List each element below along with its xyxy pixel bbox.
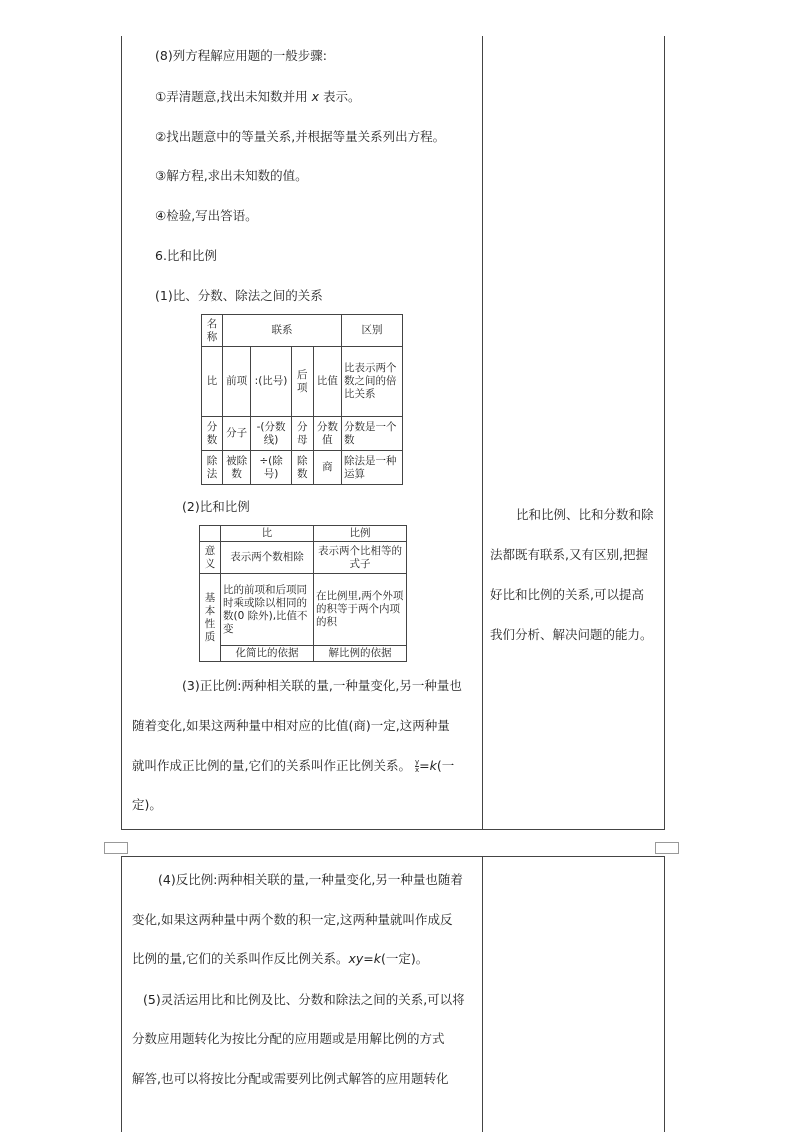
row-label-meaning: 意义 (200, 542, 221, 574)
cell: 化简比的依据 (221, 646, 314, 662)
sub-3-line-1: (3)正比例:两种相关联的量,一种量变化,另一种量也 (182, 678, 462, 693)
side-note-line-2: 法都既有联系,又有区别,把握 (490, 547, 648, 562)
step-2: ②找出题意中的等量关系,并根据等量关系列出方程。 (155, 129, 446, 144)
th-name: 名称 (202, 315, 223, 347)
step-3: ③解方程,求出未知数的值。 (155, 168, 308, 183)
sub-4-line-2: 变化,如果这两种量中两个数的积一定,这两种量就叫作成反 (132, 912, 453, 927)
section-6-heading: 6.比和比例 (155, 248, 217, 263)
cell: 商 (313, 451, 341, 485)
step-4: ④检验,写出答语。 (155, 208, 258, 223)
cell: 除数 (291, 451, 313, 485)
cell: 除法 (202, 451, 223, 485)
sub-1-heading: (1)比、分数、除法之间的关系 (155, 288, 323, 303)
th-diff: 区别 (342, 315, 403, 347)
sub-4-line-1: (4)反比例:两种相关联的量,一种量变化,另一种量也随着 (158, 872, 463, 887)
sub-4-line-3: 比例的量,它们的关系叫作反比例关系。xy=k(一定)。 (132, 951, 429, 966)
th-bi: 比 (221, 526, 314, 542)
cell: 分数 (202, 417, 223, 451)
column-divider (482, 36, 483, 830)
cell: 比 (202, 347, 223, 417)
cell: 分数值 (313, 417, 341, 451)
cell: 分子 (223, 417, 251, 451)
step-1: ①弄清题意,找出未知数并用 x 表示。 (155, 89, 361, 104)
sub-3-line-4: 定)。 (132, 797, 162, 812)
cell: 除法是一种运算 (342, 451, 403, 485)
sub-3-line-3: 就叫作成正比例的量,它们的关系叫作正比例关系。 $\frac{y}{x}$ =k(一 (132, 758, 455, 774)
cell: ÷(除号) (251, 451, 292, 485)
row-label-property: 基本性质 (200, 574, 221, 662)
column-divider (482, 856, 483, 1132)
ratio-table (199, 525, 407, 662)
cell: :(比号) (251, 347, 292, 417)
cell: 被除数 (223, 451, 251, 485)
th-link: 联系 (223, 315, 342, 347)
cell: 在比例里,两个外项的积等于两个内项的积 (314, 574, 407, 646)
relation-table (201, 314, 403, 485)
cell: 比表示两个数之间的倍比关系 (342, 347, 403, 417)
fraction-y-over-x: $\frac{y}{x}$ (414, 758, 420, 774)
cell: 分母 (291, 417, 313, 451)
cell: 表示两个比相等的式子 (314, 542, 407, 574)
sub-5-line-3: 解答,也可以将按比分配或需要列比例式解答的应用题转化 (132, 1071, 449, 1086)
cell-empty (200, 526, 221, 542)
page-break (100, 842, 680, 856)
sub-3-line-2: 随着变化,如果这两种量中相对应的比值(商)一定,这两种量 (132, 718, 450, 733)
sub-5-line-1: (5)灵活运用比和比例及比、分数和除法之间的关系,可以将 (143, 992, 465, 1007)
sub-5-line-2: 分数应用题转化为按比分配的应用题或是用解比例的方式 (132, 1031, 445, 1046)
cell: 比值 (313, 347, 341, 417)
cell: 分数是一个数 (342, 417, 403, 451)
cell: 后项 (291, 347, 313, 417)
steps-title: (8)列方程解应用题的一般步骤: (155, 48, 327, 63)
cell: -(分数线) (251, 417, 292, 451)
side-note-line-4: 我们分析、解决问题的能力。 (490, 627, 653, 642)
cell: 解比例的依据 (314, 646, 407, 662)
cell: 前项 (223, 347, 251, 417)
side-note-line-1: 比和比例、比和分数和除 (516, 507, 654, 522)
page-corner-mark (104, 842, 128, 854)
th-bili: 比例 (314, 526, 407, 542)
page-corner-mark (655, 842, 679, 854)
cell: 表示两个数相除 (221, 542, 314, 574)
sub-2-heading: (2)比和比例 (182, 499, 250, 514)
side-note-line-3: 好比和比例的关系,可以提高 (490, 587, 644, 602)
cell: 比的前项和后项同时乘或除以相同的数(0 除外),比值不变 (221, 574, 314, 646)
